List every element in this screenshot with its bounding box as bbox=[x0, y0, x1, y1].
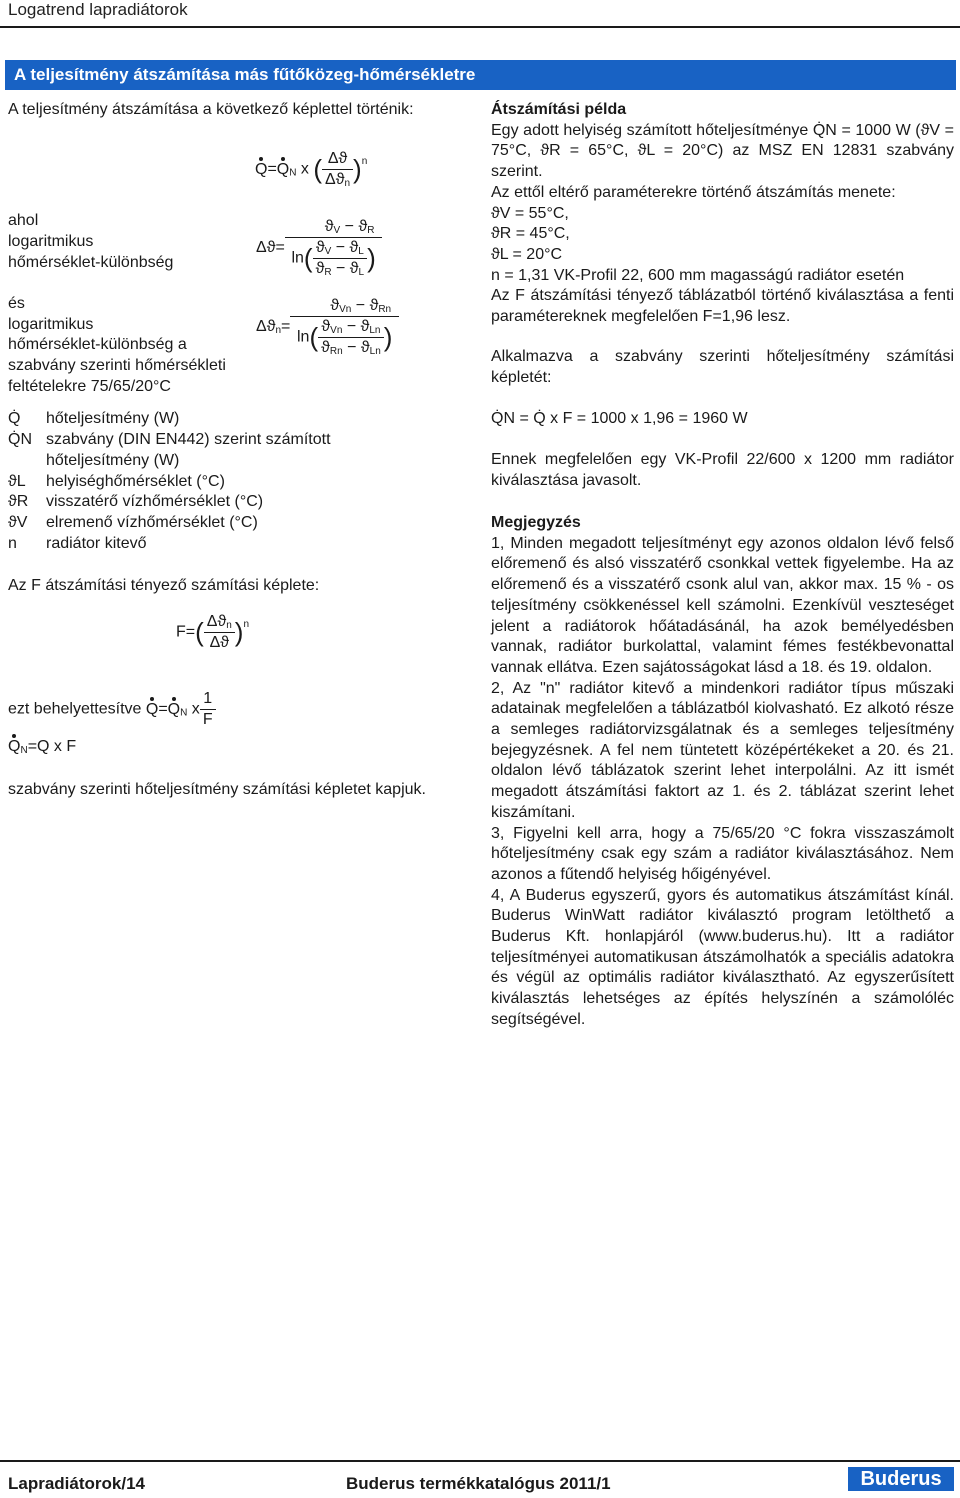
legend-text: radiátor kitevő bbox=[46, 535, 147, 552]
header-divider bbox=[0, 26, 960, 28]
legend-row bbox=[8, 430, 331, 451]
legend-text: hőteljesítmény (W) bbox=[46, 410, 180, 427]
formula-f: F=( $\frac{\Delta ϑ_n}{\Delta ϑ}$ )$^n$ bbox=[176, 613, 250, 651]
legend-text: hőteljesítmény (W) bbox=[46, 452, 180, 469]
legend-row bbox=[8, 451, 180, 472]
es-line-1: és bbox=[8, 295, 25, 312]
formula-qn: $Q_N=Q$ x F bbox=[8, 738, 77, 756]
legend-row bbox=[8, 472, 225, 493]
footer-divider bbox=[0, 1460, 960, 1462]
param-line: n = 1,31 VK-Profil 22, 600 mm magasságú radiátor esetén bbox=[491, 266, 905, 284]
legend-text: visszatérő vízhőmérséklet (°C) bbox=[46, 493, 264, 510]
note-1: 1, Minden megadott teljesítményt egy azonos oldalon lévő felső előremenő és alsó visszatérő csonkkal vettek figyelembe. Ha az előremenő és a visszatérő csonk alul van, akkor max. 15 % - os teljesítmény csökkenéssel kell számolni. Ezenkívül veszteséget jelent a radiátorok hőátadásánál, ha azok bemélyedésben vannak, radiátor burkolattal, valamint fémes festékbevonattal vannak ellátva. Ezen sajátosságokat lásd a 18. és 19. oldalon. bbox=[491, 534, 954, 676]
recommend-text: Ennek megfelelően egy VK-Profil 22/600 x 1200 mm radiátor kiválasztása javasolt. bbox=[491, 451, 954, 489]
ahol-line-2: logaritmikus bbox=[8, 233, 94, 250]
page-header-title: Logatrend lapradiátorok bbox=[8, 0, 188, 19]
formula-main: $Q=Q_N$ x ( $\frac{\Delta ϑ}{\Delta ϑ_n}$ )$^n$ bbox=[255, 150, 368, 189]
note-2: 2, Az "n" radiátor kitevő a mindenkori radiátor típus műszaki adatainak megfelelően a táblázatból kiolvasható. Ez alkotó része a semleges radiátorvizsgálatnak és a semleges teljesítmény bejegyzésnek. A fel nem tüntetett középértékeket a 20. és 21. oldalon lévő táblázatok szerint lehet interpolálni. Az itt ismét megadott átszámítási faktort az 1. és 2. táblázat szerint lehet kiszámítani. bbox=[491, 679, 954, 821]
ahol-line-3: hőmérséklet-különbség bbox=[8, 254, 174, 271]
closing-text: szabvány szerinti hőteljesítmény számítási képletet kapjuk. bbox=[8, 781, 426, 798]
footer-page-label: Lapradiátorok/14 bbox=[8, 1474, 145, 1493]
result-equation: Q̇N = Q̇ x F = 1000 x 1,96 = 1960 W bbox=[491, 410, 748, 427]
formula-log-diff: Δϑ= $ϑ_V - ϑ_R$ ln( $\frac{ϑ_V - ϑ_L}{ϑ_R - ϑ_L}$ ) bbox=[256, 218, 382, 278]
f-intro: Az F átszámítási tényező számítási képlete: bbox=[8, 577, 320, 594]
apply-text: Alkalmazva a szabvány szerinti hőteljesítmény számítási képletét: bbox=[491, 348, 954, 386]
params-intro: Az ettől eltérő paraméterekre történő átszámítás menete: bbox=[491, 183, 896, 201]
legend-symbol: ϑL bbox=[8, 473, 26, 490]
notes-block bbox=[491, 513, 954, 1031]
legend-text: helyiséghőmérséklet (°C) bbox=[46, 473, 225, 490]
param-line: ϑV = 55°C, bbox=[491, 204, 569, 222]
formula-substitution: ezt behelyettesítve $Q=Q_N$ x $\frac{1}{F}$ bbox=[8, 690, 216, 729]
legend-symbol: Q̇ bbox=[8, 410, 21, 427]
legend-row bbox=[8, 534, 147, 555]
example-block bbox=[491, 100, 954, 328]
legend-row bbox=[8, 409, 180, 430]
legend-row bbox=[8, 513, 258, 534]
intro-text: A teljesítmény átszámítása a következő képlettel történik: bbox=[8, 101, 414, 118]
legend-symbol: ϑV bbox=[8, 514, 28, 531]
buderus-logo: Buderus bbox=[848, 1467, 954, 1491]
qn-eq-text: =Q x F bbox=[27, 738, 77, 755]
legend-symbol: ϑR bbox=[8, 493, 29, 510]
apply-block bbox=[491, 347, 954, 388]
note-3: 3, Figyelni kell arra, hogy a 75/65/20 °C fokra visszaszámolt hőteljesítmény csak egy szám a radiátor kiválasztásához. Nem azonos a fűtendő helyiség hőigényével. bbox=[491, 824, 954, 883]
param-line: ϑL = 20°C bbox=[491, 245, 563, 263]
legend-row bbox=[8, 492, 264, 513]
es-line-5: feltételekre 75/65/20°C bbox=[8, 378, 171, 395]
es-line-3: hőmérséklet-különbség a bbox=[8, 336, 187, 353]
factor-text: Az F átszámítási tényező táblázatból történő kiválasztása a fenti paramétereknek megfelelően F=1,96 lesz. bbox=[491, 287, 954, 326]
param-line: ϑR = 45°C, bbox=[491, 225, 570, 243]
note-4: 4, A Buderus egyszerű, gyors és automatikus átszámítást kínál. Buderus WinWatt radiátor kiválasztó program letölthető a Buderus Kft. honlapjáról (www.buderus.hu). Itt a radiátor teljesítményei automatikusan átszámolhatók a speciális adatokra és végül az optimális radiátor kiválasztható. Az egyszerűsített kiválasztás lehetséges az építés helyszínén a számolóléc segítségével. bbox=[491, 886, 954, 1028]
example-text: Egy adott helyiség számított hőteljesítménye Q̇N = 1000 W (ϑV = 75°C, ϑR = 65°C, ϑL = 20°C) az MSZ EN 12831 szabvány szerint. bbox=[491, 121, 954, 181]
subst-label: ezt behelyettesítve bbox=[8, 700, 142, 718]
legend-symbol: n bbox=[8, 535, 17, 552]
footer-catalog-label: Buderus termékkatalógus 2011/1 bbox=[346, 1474, 611, 1493]
es-line-4: szabvány szerinti hőmérsékleti bbox=[8, 357, 226, 374]
legend-text: elremenő vízhőmérséklet (°C) bbox=[46, 514, 258, 531]
notes-title: Megjegyzés bbox=[491, 514, 581, 531]
es-line-2: logaritmikus bbox=[8, 316, 94, 333]
legend-text: szabvány (DIN EN442) szerint számított bbox=[46, 431, 331, 448]
legend-symbol: Q̇N bbox=[8, 431, 32, 448]
ahol-line-1: ahol bbox=[8, 212, 39, 229]
section-banner: A teljesítmény átszámítása más fűtőközeg-hőmérsékletre bbox=[5, 60, 956, 90]
recommend-block bbox=[491, 450, 954, 491]
example-title: Átszámítási példa bbox=[491, 101, 627, 118]
formula-log-diff-nominal: $\Delta ϑ_n=$ $ϑ_{Vn} - ϑ_{Rn}$ ln( $\frac{ϑ_{Vn} - ϑ_{Ln}}{ϑ_{Rn} - ϑ_{Ln}}$ ) bbox=[256, 297, 399, 357]
